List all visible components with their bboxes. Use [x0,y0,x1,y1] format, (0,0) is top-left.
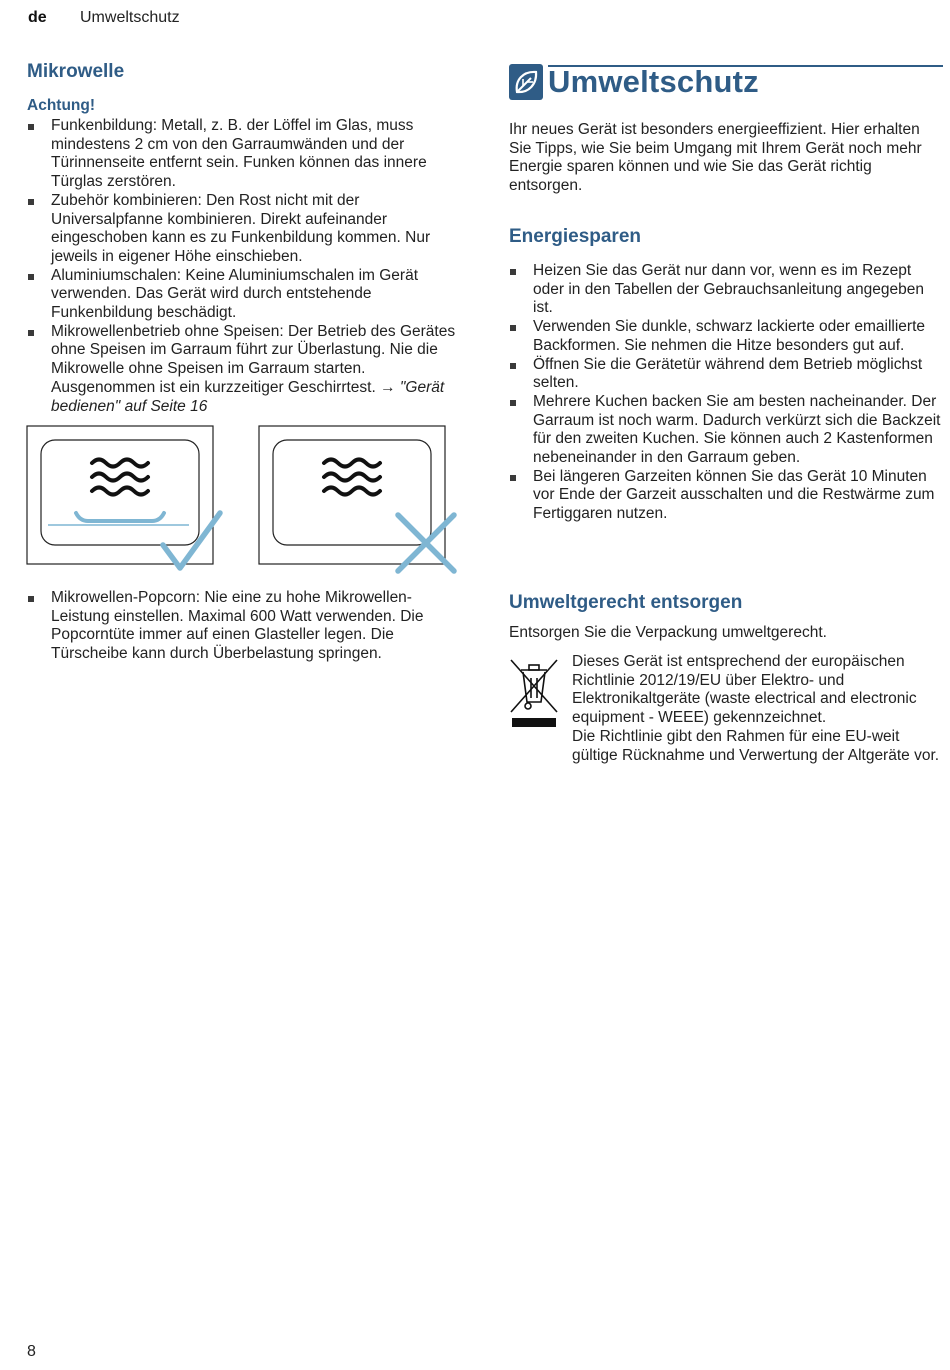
warning-label: Achtung! [27,97,96,114]
list-item: Verwenden Sie dunkle, schwarz lackierte oder emaillierte Backformen. Sie nehmen die Hitze besonders gut auf. [509,318,944,355]
list-item: Bei längeren Garzeiten können Sie das Gerät 10 Minuten vor Ende der Garzeit ausschalten und die Restwärme zum Fertiggaren nutzen. [509,468,944,524]
language-code: de [28,9,47,26]
weee-paragraph-1: Dieses Gerät ist entsprechend der europäischen Richtlinie 2012/19/EU über Elektro- und Elektronikaltgeräte (waste electrical and electronic equipment - WEEE) gekennzeichnet. [572,653,917,727]
intro-paragraph: Ihr neues Gerät ist besonders energieeffizient. Hier erhalten Sie Tipps, wie Sie beim Umgang mit Ihrem Gerät noch mehr Energie sparen können und wie Sie das Gerät richtig entsorgen. [509,121,922,195]
page-title: Umweltschutz [548,64,759,99]
section-heading-mikrowelle: Mikrowelle [27,61,125,82]
cross-icon [398,515,454,571]
list-item: Funkenbildung: Metall, z. B. der Löffel im Glas, muss mindestens 2 cm von den Garraumwänden und der Türinnenseite entfernt sein. Funken können das innere Türglas zerstören. [27,117,467,192]
page-number: 8 [27,1343,36,1360]
leaf-icon [509,64,543,100]
list-item-text: Mikrowellenbetrieb ohne Speisen: Der Betrieb des Gerätes ohne Speisen im Garraum führt zur Überlastung. Nie die Mikrowelle ohne Speisen im Garraum starten. Ausgenommen ist ein kurzzeitiger Geschirrtest. [51,322,456,396]
page-reference-link[interactable]: "Gerät bedienen" auf Seite 16 [51,378,445,415]
section-heading-entsorgen: Umweltgerecht entsorgen [509,592,743,613]
arrow-icon: → [380,378,396,396]
weee-text [572,653,944,765]
running-header-title: Umweltschutz [80,9,180,26]
check-icon [163,513,220,568]
illustration-wrong [258,425,462,577]
caution-list [27,117,467,416]
energy-tips-list [509,262,944,524]
glass-tray-shape [76,513,164,521]
list-item: Mikrowellen-Popcorn: Nie eine zu hohe Mikrowellen-Leistung einstellen. Maximal 600 Watt verwenden. Die Popcorntüte immer auf einen Glasteller legen. Die Türscheibe kann durch Überbelastung springen. [27,589,467,664]
illustration-correct [26,425,226,577]
weee-bin-icon [509,656,559,732]
list-item: Heizen Sie das Gerät nur dann vor, wenn es im Rezept oder in den Tabellen der Gebrauchsanleitung angegeben ist. [509,262,944,318]
list-item: Öffnen Sie die Gerätetür während dem Betrieb möglichst selten. [509,356,944,393]
section-heading-energiesparen: Energiesparen [509,226,641,247]
microwave-waves-icon [324,460,380,495]
popcorn-list [27,589,467,664]
list-item: Aluminiumschalen: Keine Aluminiumschalen im Gerät verwenden. Das Gerät wird durch entstehende Funkenbildung beschädigt. [27,267,467,323]
list-item [27,323,467,417]
weee-paragraph-2: Die Richtlinie gibt den Rahmen für eine EU-weit gültige Rücknahme und Verwertung der Altgeräte vor. [572,727,940,764]
list-item: Zubehör kombinieren: Den Rost nicht mit der Universalpfanne kombinieren. Direkt aufeinander eingeschoben kann es zu Funkenbildung kommen. Nur jeweils in eigener Höhe einschieben. [27,192,467,267]
microwave-waves-icon [92,460,148,495]
disposal-intro: Entsorgen Sie die Verpackung umweltgerecht. [509,624,827,641]
list-item: Mehrere Kuchen backen Sie am besten nacheinander. Der Garraum ist noch warm. Dadurch verkürzt sich die Backzeit für den zweiten Kuchen. Sie können auch 2 Kastenformen nebeneinander in den Garraum geben. [509,393,944,468]
